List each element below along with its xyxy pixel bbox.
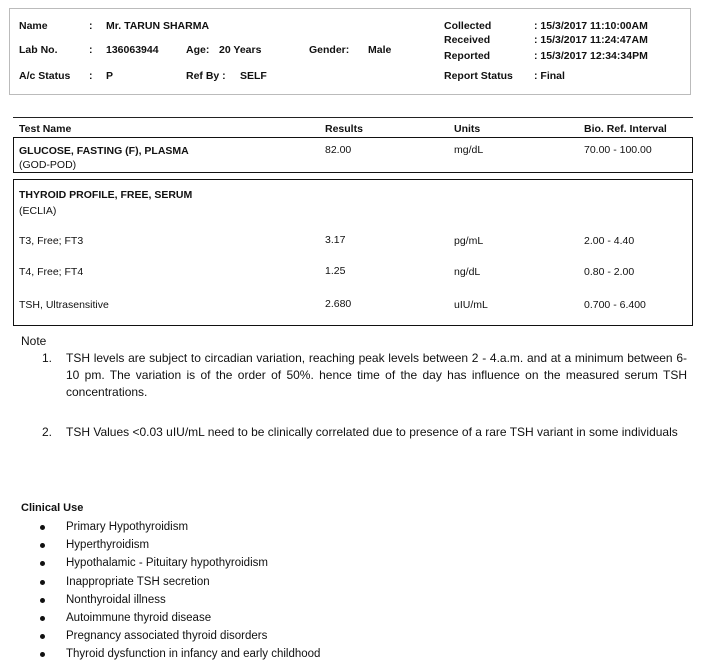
patient-name: Mr. TARUN SHARMA [106, 20, 210, 32]
thyroid-title: THYROID PROFILE, FREE, SERUM [19, 189, 193, 201]
ac-status-label: A/c Status [19, 70, 71, 82]
glucose-result: 82.00 [325, 144, 352, 156]
gender-value: Male [368, 44, 392, 56]
gender-label: Gender: [309, 44, 350, 56]
list-item: Primary Hypothyroidism [40, 518, 320, 536]
age-label: Age: [186, 44, 210, 56]
list-item: Pregnancy associated thyroid disorders [40, 627, 320, 645]
col-ref-interval: Bio. Ref. Interval [584, 123, 667, 135]
lab-no-value: 136063944 [106, 44, 159, 56]
col-results: Results [325, 123, 363, 135]
note-title: Note [21, 334, 47, 348]
col-test-name: Test Name [19, 123, 72, 135]
bullet-icon [40, 634, 45, 639]
name-label: Name [19, 20, 48, 32]
bullet-icon [40, 598, 45, 603]
bullet-icon [40, 652, 45, 657]
ref-by-value: SELF [240, 70, 267, 82]
received-value: : 15/3/2017 11:24:47AM [534, 34, 648, 46]
table-row-tsh-name: TSH, Ultrasensitive [19, 299, 109, 311]
bullet-icon [40, 525, 45, 530]
patient-info-box [9, 8, 691, 95]
header-top-rule [13, 117, 693, 118]
glucose-test-name: GLUCOSE, FASTING (F), PLASMA [19, 145, 189, 157]
glucose-unit: mg/dL [454, 144, 484, 156]
reported-value: : 15/3/2017 12:34:34PM [534, 50, 648, 62]
bullet-icon [40, 580, 45, 585]
table-row-ft4-unit: ng/dL [454, 266, 481, 278]
collected-label: Collected [444, 20, 492, 32]
col-units: Units [454, 123, 481, 135]
note-item-1-number: 1. [42, 351, 53, 365]
table-row-ft4-ref: 0.80 - 2.00 [584, 266, 635, 278]
lab-no-colon: : [89, 44, 93, 56]
note-item-2-number: 2. [42, 425, 53, 439]
bullet-icon [40, 561, 45, 566]
name-colon: : [89, 20, 93, 32]
note-item-1-text: TSH levels are subject to circadian variation, reaching peak levels between 2 - 4.a.m. and at a minimum between 6-10 pm. The variation is of the order of 50%. hence time of the day has influence on the measured serum TSH concentrations. [66, 351, 687, 399]
bullet-icon [40, 543, 45, 548]
ac-status-colon: : [89, 70, 93, 82]
thyroid-method: (ECLIA) [19, 205, 57, 217]
list-item: Autoimmune thyroid disease [40, 609, 320, 627]
clinical-use-title: Clinical Use [21, 502, 84, 514]
ac-status-value: P [106, 70, 114, 82]
reported-label: Reported [444, 50, 491, 62]
lab-no-label: Lab No. [19, 44, 58, 56]
report-status-label: Report Status [444, 70, 513, 82]
table-row-ft3-unit: pg/mL [454, 235, 484, 247]
list-item: Nonthyroidal illness [40, 591, 320, 609]
glucose-method: (GOD-POD) [19, 159, 77, 171]
list-item: Inappropriate TSH secretion [40, 573, 320, 591]
table-row-tsh-result: 2.680 [325, 298, 352, 310]
collected-value: : 15/3/2017 11:10:00AM [534, 20, 648, 32]
list-item: Thyroid dysfunction in infancy and early childhood [40, 645, 320, 663]
table-row-tsh-unit: uIU/mL [454, 299, 488, 311]
clinical-use-list [40, 518, 320, 664]
list-item: Hyperthyroidism [40, 536, 320, 554]
bullet-icon [40, 616, 45, 621]
table-row-ft3-result: 3.17 [325, 234, 346, 246]
age-value: 20 Years [219, 44, 262, 56]
list-item: Hypothalamic - Pituitary hypothyroidism [40, 554, 320, 572]
table-row-tsh-ref: 0.700 - 6.400 [584, 299, 646, 311]
glucose-row [13, 137, 693, 173]
table-row-ft4-result: 1.25 [325, 265, 346, 277]
received-label: Received [444, 34, 491, 46]
table-row-ft3-name: T3, Free; FT3 [19, 235, 84, 247]
report-status-value: : Final [534, 70, 565, 82]
note-item-1 [42, 350, 687, 401]
glucose-ref: 70.00 - 100.00 [584, 144, 652, 156]
table-row-ft4-name: T4, Free; FT4 [19, 266, 84, 278]
note-item-2 [42, 424, 687, 441]
note-item-2-text: TSH Values <0.03 uIU/mL need to be clinically correlated due to presence of a rare TSH variant in some individuals [66, 425, 678, 439]
ref-by-label: Ref By : [186, 70, 226, 82]
thyroid-section [13, 179, 693, 326]
table-row-ft3-ref: 2.00 - 4.40 [584, 235, 635, 247]
